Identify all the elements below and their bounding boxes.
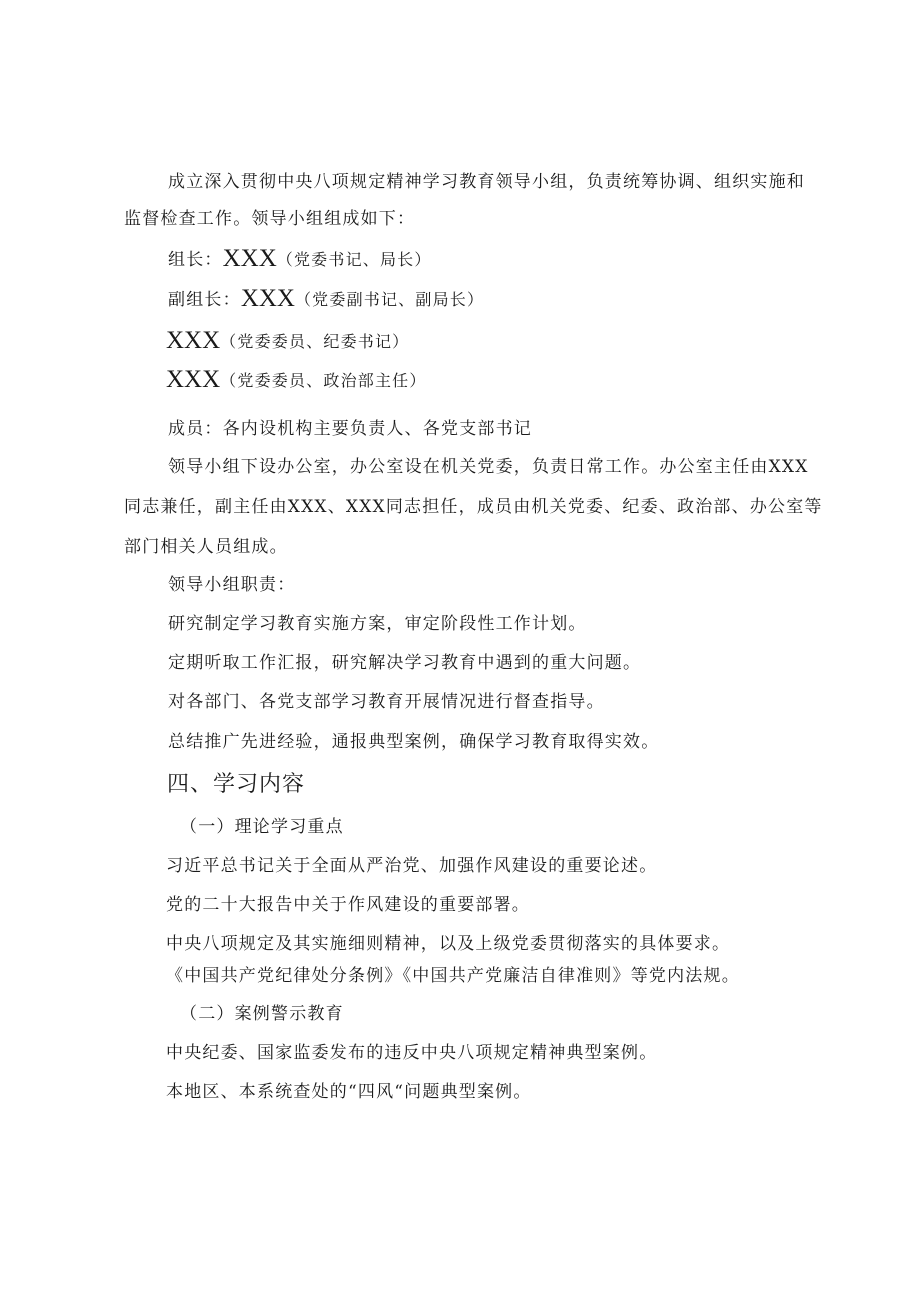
leader-name: XXX: [222, 245, 277, 272]
section-heading-study-content: 四、学习内容: [167, 772, 306, 797]
member-line-2: [166, 366, 427, 393]
leader-role: （党委书记、局长）: [276, 250, 432, 269]
duty-item: 研究制定学习教育实施方案，审定阶段性工作计划。: [168, 614, 587, 634]
office-line-2: 同志兼任，副主任由XXX、XXX同志担任，成员由机关党委、纪委、政治部、办公室等: [124, 497, 823, 517]
paragraph-leadership-group-line-1: 成立深入贯彻中央八项规定精神学习教育领导小组，负责统筹协调、组织实施和: [168, 172, 805, 192]
leader-label: 组长：: [168, 250, 223, 270]
theory-item: 中央八项规定及其实施细则精神，以及上级党委贯彻落实的具体要求。: [166, 934, 731, 954]
deputy-label: 副组长：: [168, 290, 241, 310]
duty-item: 对各部门、各党支部学习教育开展情况进行督查指导。: [168, 692, 605, 712]
case-item: 本地区、本系统查处的“四风“问题典型案例。: [166, 1082, 532, 1102]
theory-item: 党的二十大报告中关于作风建设的重要部署。: [166, 895, 530, 915]
leader-line: [168, 245, 432, 272]
subsection-title-theory: （一）理论学习重点: [180, 817, 344, 837]
subsection-title-cases: （二）案例警示教育: [180, 1004, 344, 1024]
duty-item: 定期听取工作汇报，研究解决学习教育中遇到的重大问题。: [168, 653, 642, 673]
theory-item: 习近平总书记关于全面从严治党、加强作风建设的重要论述。: [166, 856, 658, 876]
deputy-name: XXX: [240, 285, 295, 312]
members-line: 成员：各内设机构主要负责人、各党支部书记: [168, 419, 532, 439]
case-item: 中央纪委、国家监委发布的违反中央八项规定精神典型案例。: [166, 1043, 658, 1063]
duty-item: 总结推广先进经验，通报典型案例，确保学习教育取得实效。: [168, 732, 660, 752]
deputy-leader-line: [168, 285, 485, 312]
office-line-1: 领导小组下设办公室，办公室设在机关党委，负责日常工作。办公室主任由XXX: [168, 457, 809, 477]
theory-item: 《中国共产党纪律处分条例》《中国共产党廉洁自律准则》等党内法规。: [166, 966, 740, 986]
member2-role: （党委委员、政治部主任）: [220, 371, 427, 390]
member-line-1: [166, 327, 410, 354]
paragraph-leadership-group-line-2: 监督检查工作。领导小组组成如下：: [124, 209, 416, 229]
office-line-3: 部门相关人员组成。: [124, 537, 288, 557]
deputy-role: （党委副书记、副局长）: [294, 290, 485, 309]
member2-name: XXX: [166, 366, 221, 393]
duties-title: 领导小组职责：: [168, 575, 296, 595]
member1-role: （党委委员、纪委书记）: [220, 332, 410, 351]
member1-name: XXX: [166, 327, 221, 354]
